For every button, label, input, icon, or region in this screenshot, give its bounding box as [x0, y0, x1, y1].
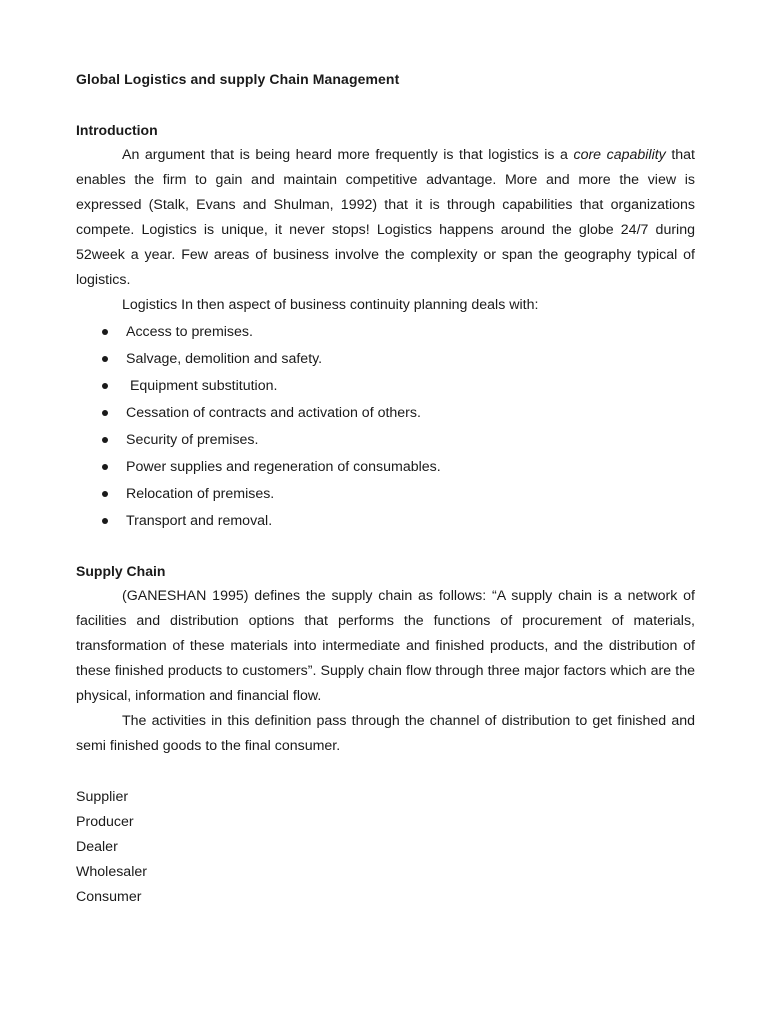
continuity-bullet-list: [76, 319, 441, 535]
chain-item-consumer: Consumer: [76, 889, 142, 906]
bullet-dot-icon: [102, 329, 108, 335]
bullet-item: Transport and removal.: [76, 508, 441, 535]
introduction-text-start: An argument that is being heard more frequently is that logistics is a: [122, 147, 574, 163]
bullet-dot-icon: [102, 437, 108, 443]
supply-chain-list: [76, 785, 147, 910]
bullet-dot-icon: [102, 383, 108, 389]
supply-chain-definition-paragraph: (GANESHAN 1995) defines the supply chain as follows: “A supply chain is a network of facilities and distribution options that performs the functions of procurement of materials, transformation of these materials into intermediate and finished products, and the distribution of these finished products to customers”. Supply chain flow through three major factors which are the physical, information and financial flow.: [76, 588, 695, 705]
distribution-channel-paragraph: The activities in this definition pass through the channel of distribution to get finished and semi finished goods to the final consumer.: [76, 713, 695, 755]
bullet-item: Power supplies and regeneration of consumables.: [76, 454, 441, 481]
bullet-dot-icon: [102, 410, 108, 416]
document-title: Global Logistics and supply Chain Management: [76, 71, 400, 87]
bullet-item: Cessation of contracts and activation of others.: [76, 400, 441, 427]
bullet-item: Security of premises.: [76, 427, 441, 454]
bullet-item: Relocation of premises.: [76, 481, 441, 508]
bullet-item: Salvage, demolition and safety.: [76, 346, 441, 373]
bullet-dot-icon: [102, 356, 108, 362]
continuity-planning-paragraph: Logistics In then aspect of business continuity planning deals with:: [122, 297, 539, 313]
chain-item-producer: Producer: [76, 814, 134, 831]
introduction-heading: Introduction: [76, 122, 158, 138]
chain-item-wholesaler: Wholesaler: [76, 864, 147, 881]
bullet-dot-icon: [102, 491, 108, 497]
supply-chain-heading: Supply Chain: [76, 563, 166, 579]
bullet-item: Equipment substitution.: [76, 373, 441, 400]
chain-item-supplier: Supplier: [76, 789, 129, 805]
bullet-dot-icon: [102, 518, 108, 524]
bullet-dot-icon: [102, 464, 108, 470]
introduction-text-rest: that enables the firm to gain and maintain competitive advantage. More and more the view is expressed (Stalk, Evans and Shulman, 1992) that it is through capabilities that organizations compete. Logistics is unique, it never stops! Logistics happens around the globe 24/7 during 52week a year. Few areas of business involve the complexity or span the geography typical of logistics.: [76, 147, 695, 289]
chain-item-dealer: Dealer: [76, 839, 118, 856]
introduction-paragraph: [76, 143, 695, 294]
core-capability-emphasis: core capability: [573, 147, 666, 163]
bullet-item: Access to premises.: [76, 319, 441, 346]
